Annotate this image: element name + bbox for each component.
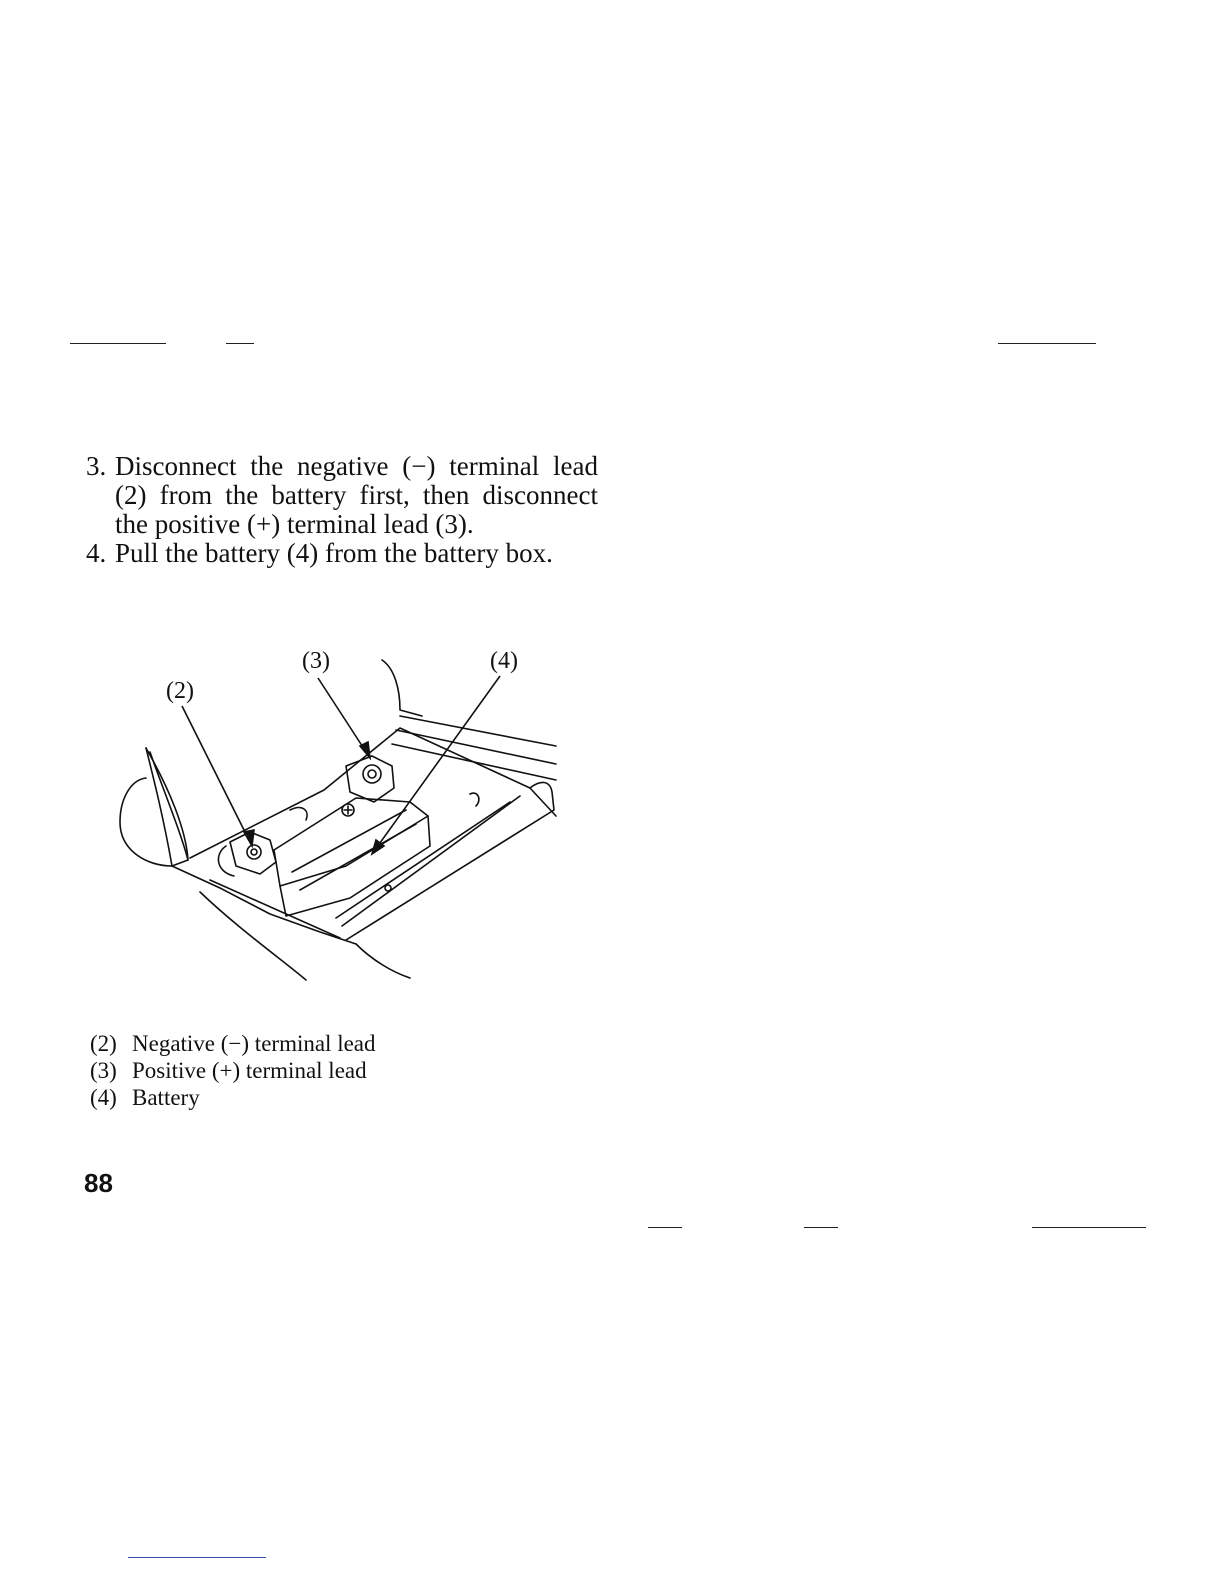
step-text: Disconnect the negative (−) terminal lead (2) from the battery first, then disconnect the positive (+) terminal lead (3).	[115, 451, 598, 539]
legend-item	[90, 1057, 376, 1084]
legend-number: (3)	[90, 1058, 117, 1083]
legend-label: Negative (−) terminal lead	[132, 1031, 376, 1056]
callout-4: (4)	[490, 648, 518, 674]
bottom-rule-2	[804, 1227, 838, 1228]
step-text: Pull the battery (4) from the battery box.	[115, 538, 553, 568]
step-number: 3.	[86, 451, 107, 481]
legend-number: (4)	[90, 1085, 117, 1110]
top-rule-left	[70, 343, 166, 344]
battery-tray	[190, 728, 556, 858]
seat-flap	[120, 748, 188, 866]
callout-2: (2)	[166, 678, 194, 704]
instruction-steps	[86, 452, 598, 568]
step-number: 4.	[86, 538, 107, 568]
positive-terminal	[346, 756, 394, 802]
figure-legend	[90, 1030, 376, 1111]
battery-illustration	[110, 640, 570, 990]
legend-item	[90, 1030, 376, 1057]
legend-label: Positive (+) terminal lead	[132, 1058, 367, 1083]
step-3	[86, 452, 598, 539]
top-rule-mid	[226, 343, 254, 344]
top-rule-right	[998, 343, 1096, 344]
legend-number: (2)	[90, 1031, 117, 1056]
callout-3: (3)	[302, 648, 330, 674]
step-4	[86, 539, 598, 568]
frame-rail-top	[400, 716, 556, 746]
legend-label: Battery	[132, 1085, 200, 1110]
bottom-rule-1	[648, 1227, 682, 1228]
bottom-rule-3	[1032, 1227, 1146, 1228]
legend-item	[90, 1084, 376, 1111]
side-bar	[346, 782, 554, 940]
footer-rule	[128, 1557, 266, 1558]
page-number: 88	[84, 1168, 113, 1198]
